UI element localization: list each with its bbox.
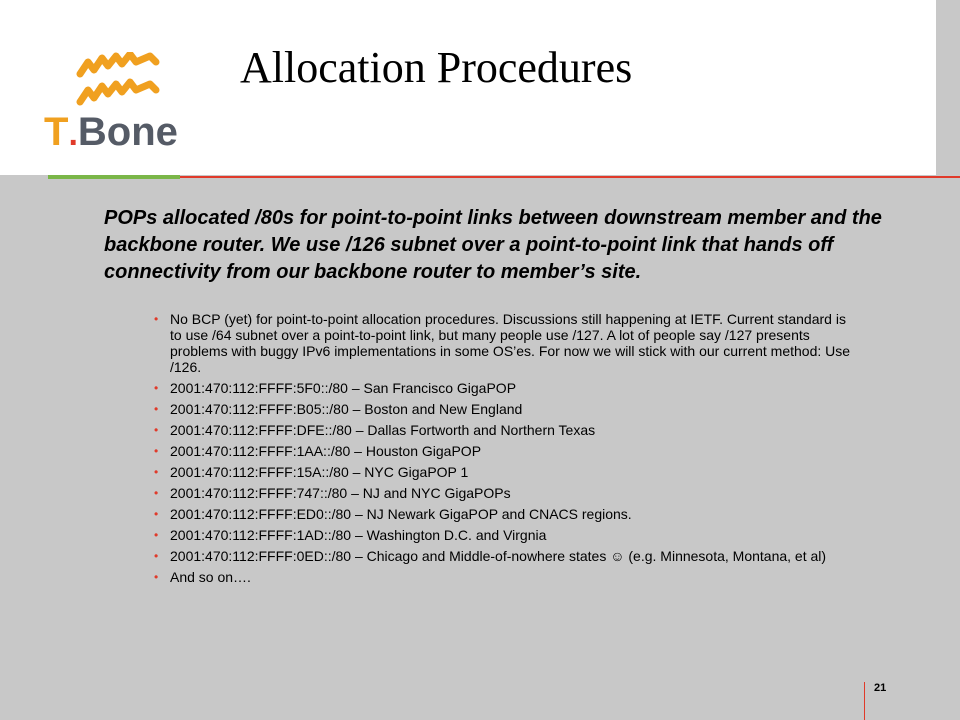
list-item xyxy=(152,527,852,543)
logo-t: T xyxy=(44,110,69,154)
page-number-rule xyxy=(864,682,865,720)
list-item xyxy=(152,548,852,564)
list-item-text: 2001:470:112:FFFF:B05::/80 – Boston and New England xyxy=(170,401,523,417)
bullet-icon: • xyxy=(154,381,159,395)
list-item-text: 2001:470:112:FFFF:DFE::/80 – Dallas Fortworth and Northern Texas xyxy=(170,422,596,438)
logo-bone: Bone xyxy=(77,110,178,154)
list-item-text: 2001:470:112:FFFF:0ED::/80 – Chicago and Middle-of-nowhere states ☺ (e.g. Minnesota, Montana, et al) xyxy=(170,548,827,564)
logo-dot: . xyxy=(68,115,78,153)
list-item-text: 2001:470:112:FFFF:1AD::/80 – Washington D.C. and Virgnia xyxy=(170,527,547,543)
list-item xyxy=(152,506,852,522)
wave-icon xyxy=(44,52,204,112)
bullet-icon: • xyxy=(154,507,159,521)
logo-wordmark xyxy=(44,110,204,156)
bullet-icon: • xyxy=(154,465,159,479)
bullet-icon: • xyxy=(154,570,159,584)
list-item xyxy=(152,401,852,417)
bullet-icon: • xyxy=(154,549,159,563)
list-item xyxy=(152,311,852,375)
lead-paragraph: POPs allocated /80s for point-to-point links between downstream member and the backbone router. We use /126 subnet over a point-to-point link that hands off connectivity from our backbone router to member’s site. xyxy=(104,207,882,283)
bullet-icon: • xyxy=(154,486,159,500)
bullet-icon: • xyxy=(154,528,159,542)
header-rule-red xyxy=(180,176,960,178)
bullet-icon: • xyxy=(154,423,159,437)
list-item-text: 2001:470:112:FFFF:5F0::/80 – San Francisco GigaPOP xyxy=(170,380,517,396)
list-item xyxy=(152,422,852,438)
list-item-text: 2001:470:112:FFFF:1AA::/80 – Houston GigaPOP xyxy=(170,443,482,459)
list-item xyxy=(152,569,852,585)
page-number: 21 xyxy=(874,682,887,694)
list-item xyxy=(152,485,852,501)
list-item-text: No BCP (yet) for point-to-point allocation procedures. Discussions still happening at IETF. Current standard is to use /64 subnet over a point-to-point link, but many people use /127. A lot of people say /127 presents problems with buggy IPv6 implementations in some OS’es. For now we will stick with our current method: Use /126. xyxy=(170,311,851,375)
list-item xyxy=(152,464,852,480)
header-rule-green xyxy=(48,175,180,179)
header-side-panel xyxy=(936,0,960,175)
slide-title: Allocation Procedures xyxy=(240,43,633,92)
list-item-text: 2001:470:112:FFFF:ED0::/80 – NJ Newark GigaPOP and CNACS regions. xyxy=(170,506,632,522)
bullet-icon: • xyxy=(154,444,159,458)
list-item xyxy=(152,443,852,459)
list-item-text: 2001:470:112:FFFF:15A::/80 – NYC GigaPOP 1 xyxy=(170,464,469,480)
list-item xyxy=(152,380,852,396)
bullet-list xyxy=(152,311,852,590)
bullet-icon: • xyxy=(154,402,159,416)
list-item-text: And so on…. xyxy=(170,569,251,585)
bullet-icon: • xyxy=(154,312,159,326)
tbone-logo xyxy=(44,52,204,162)
list-item-text: 2001:470:112:FFFF:747::/80 – NJ and NYC GigaPOPs xyxy=(170,485,511,501)
